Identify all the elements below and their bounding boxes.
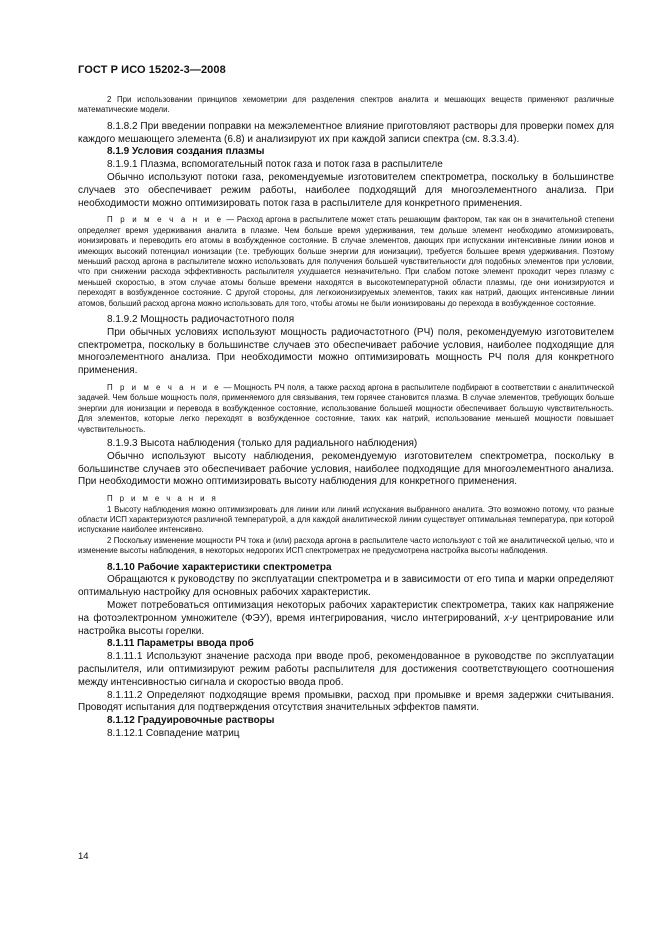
clause-8-1-9-3-title: 8.1.9.3 Высота наблюдения (только для радиального наблюдения) xyxy=(107,438,418,450)
text-segment: центрирование или настройка высоты горелки. xyxy=(78,612,615,637)
clause-8-1-10-text-a: Обращаются к руководству по эксплуатации спектрометра и в зависимости от его типа и марки определяют оптимальную настройку для основных рабочих характеристик. xyxy=(78,574,614,599)
note-text: — Расход аргона в распылителе может стать решающим фактором, так как он в значительной степени определяет время удерживания аналита в плазме. Чем больше время удерживания, тем дольше элемент необходимо атомизировать, ионизировать и переводить его атомы в возбужденное состояние. В случае элементов, дающих при испускании интенсивные линии ионов и имеющих высокий потенциал ионизации (т.е. требующих больше энергии для ионизации), требуется большее время удерживания. Поэтому меньший расход аргона в распылителе можно использовать для получения большей чувствительности для подобных элементов при условии, что при снижении расхода эффективность распылителя ухудшается незначительно. При слабом потоке элемент проходит через плазму с меньшей скоростью, в этом случае атомы больше времени находятся в высокотемпературной области плазмы, где они ионизируются и переходят в возбужденное состояние. С другой стороны, для легкоионизируемых элементов, таких как натрий, дающих интенсивные линии атомов, больший расход аргона можно использовать для того, чтобы атомы не были ионизированы до перехода в возбужденное состояние. xyxy=(78,215,614,308)
notes-label-text: П р и м е ч а н и я xyxy=(107,494,219,504)
note-rf-power xyxy=(78,383,614,435)
note-argon-flow xyxy=(78,215,614,309)
note-viewing-height-1: 1 Высоту наблюдения можно оптимизировать для линии или линий испускания выбранного аналита. Это возможно потому, что разные области ИСП характеризуются различной температурой, а для каждой аналитической линии существует оптимальная температура, при которой испускание наиболее интенсивно. xyxy=(78,504,614,535)
notes-label xyxy=(78,494,614,504)
clause-8-1-11-1: 8.1.11.1 Используют значение расхода при вводе проб, рекомендованное в руководстве по эксплуатации распылителя, или оптимизируют режим работы распылителя для достижения соответствующего соотношения между интенсивностью сигнала и скоростью ввода проб. xyxy=(78,651,614,688)
clause-8-1-9-1-text: Обычно используют потоки газа, рекомендуемые изготовителем спектрометра, поскольку в большинстве случаев это обеспечивает режим работы, наиболее подходящий для многоэлементного анализа. При необходимости можно оптимизировать поток газа в распылителе для конкретного применения. xyxy=(78,172,614,209)
standard-header: ГОСТ Р ИСО 15202-3—2008 xyxy=(78,64,226,76)
page-number: 14 xyxy=(78,851,89,862)
clause-8-1-12-1: 8.1.12.1 Совпадение матриц xyxy=(107,728,240,740)
note-label: П р и м е ч а н и е xyxy=(107,383,221,393)
heading-8-1-9: 8.1.9 Условия создания плазмы xyxy=(107,146,265,158)
text-segment: Может потребоваться оптимизация некоторых рабочих характеристик спектрометра, таких как напряжение на фотоэлектронном умножителе (ФЭУ), время интегрирования, число интегрирований, xyxy=(78,600,614,624)
note-text: — Мощность РЧ поля, а также расход аргона в распылителе подбирают в соответствии с аналитической задачей. Чем больше мощность поля, применяемого для связывания, тем горячее становится плазма. В случае элементов, требующих больше энергии для ионизации и перевода в возбужденное состояние, использование большей мощности обеспечивает большую чувствительность. Для элементов, которые легко переходят в возбужденное состояние, таких как натрий, использование меньшей мощности повышает чувствительность. xyxy=(78,383,614,434)
clause-8-1-8-2: 8.1.8.2 При введении поправки на межэлементное влияние приготовляют растворы для проверки помех для каждого мешающего элемента (6.8) и анализируют их при каждой записи спектра (см. 8.3.3.4). xyxy=(78,120,614,145)
note-viewing-height-2: 2 Поскольку изменение мощности РЧ тока и (или) расхода аргона в распылителе часто используют с той же аналитической целью, что и изменение высоты наблюдения, в некоторых недорогих ИСП спектрометрах не предусмотрена настройка высоты наблюдения. xyxy=(78,535,614,556)
clause-8-1-11-2: 8.1.11.2 Определяют подходящие время промывки, расход при промывке и время задержки считывания. Проводят испытания для подтверждения отсутствия значительных эффектов памяти. xyxy=(78,689,614,714)
clause-8-1-10-text-b xyxy=(78,600,614,638)
clause-8-1-9-3-text: Обычно используют высоту наблюдения, рекомендуемую изготовителем спектрометра, поскольку в большинстве случаев это обеспечивает рабочие условия, наиболее подходящие для многоэлементного анализа. При необходимости можно оптимизировать высоту наблюдения для конкретного применения. xyxy=(78,450,614,488)
page-body xyxy=(78,95,614,741)
clause-8-1-9-2-title: 8.1.9.2 Мощность радиочастотного поля xyxy=(107,314,295,326)
heading-8-1-10: 8.1.10 Рабочие характеристики спектрометра xyxy=(107,561,332,573)
xy-italic: х-у xyxy=(504,612,518,624)
heading-8-1-11: 8.1.11 Параметры ввода проб xyxy=(107,638,254,650)
clause-8-1-9-1-title: 8.1.9.1 Плазма, вспомогательный поток газа и поток газа в распылителе xyxy=(107,159,443,171)
heading-8-1-12: 8.1.12 Градуировочные растворы xyxy=(107,715,275,727)
clause-8-1-9-2-text: При обычных условиях используют мощность радиочастотного (РЧ) поля, рекомендуемую изготовителем спектрометра, поскольку в большинстве случаев это обеспечивает рабочие условия, наиболее подходящие для многоэлементного анализа. При необходимости можно оптимизировать мощность РЧ поля для конкретного применения. xyxy=(78,326,614,377)
note-label: П р и м е ч а н и е xyxy=(107,215,224,225)
note-2-hemometrics: 2 При использовании принципов хемометрии для разделения спектров аналита и мешающих веществ применяют различные математические модели. xyxy=(78,95,614,115)
